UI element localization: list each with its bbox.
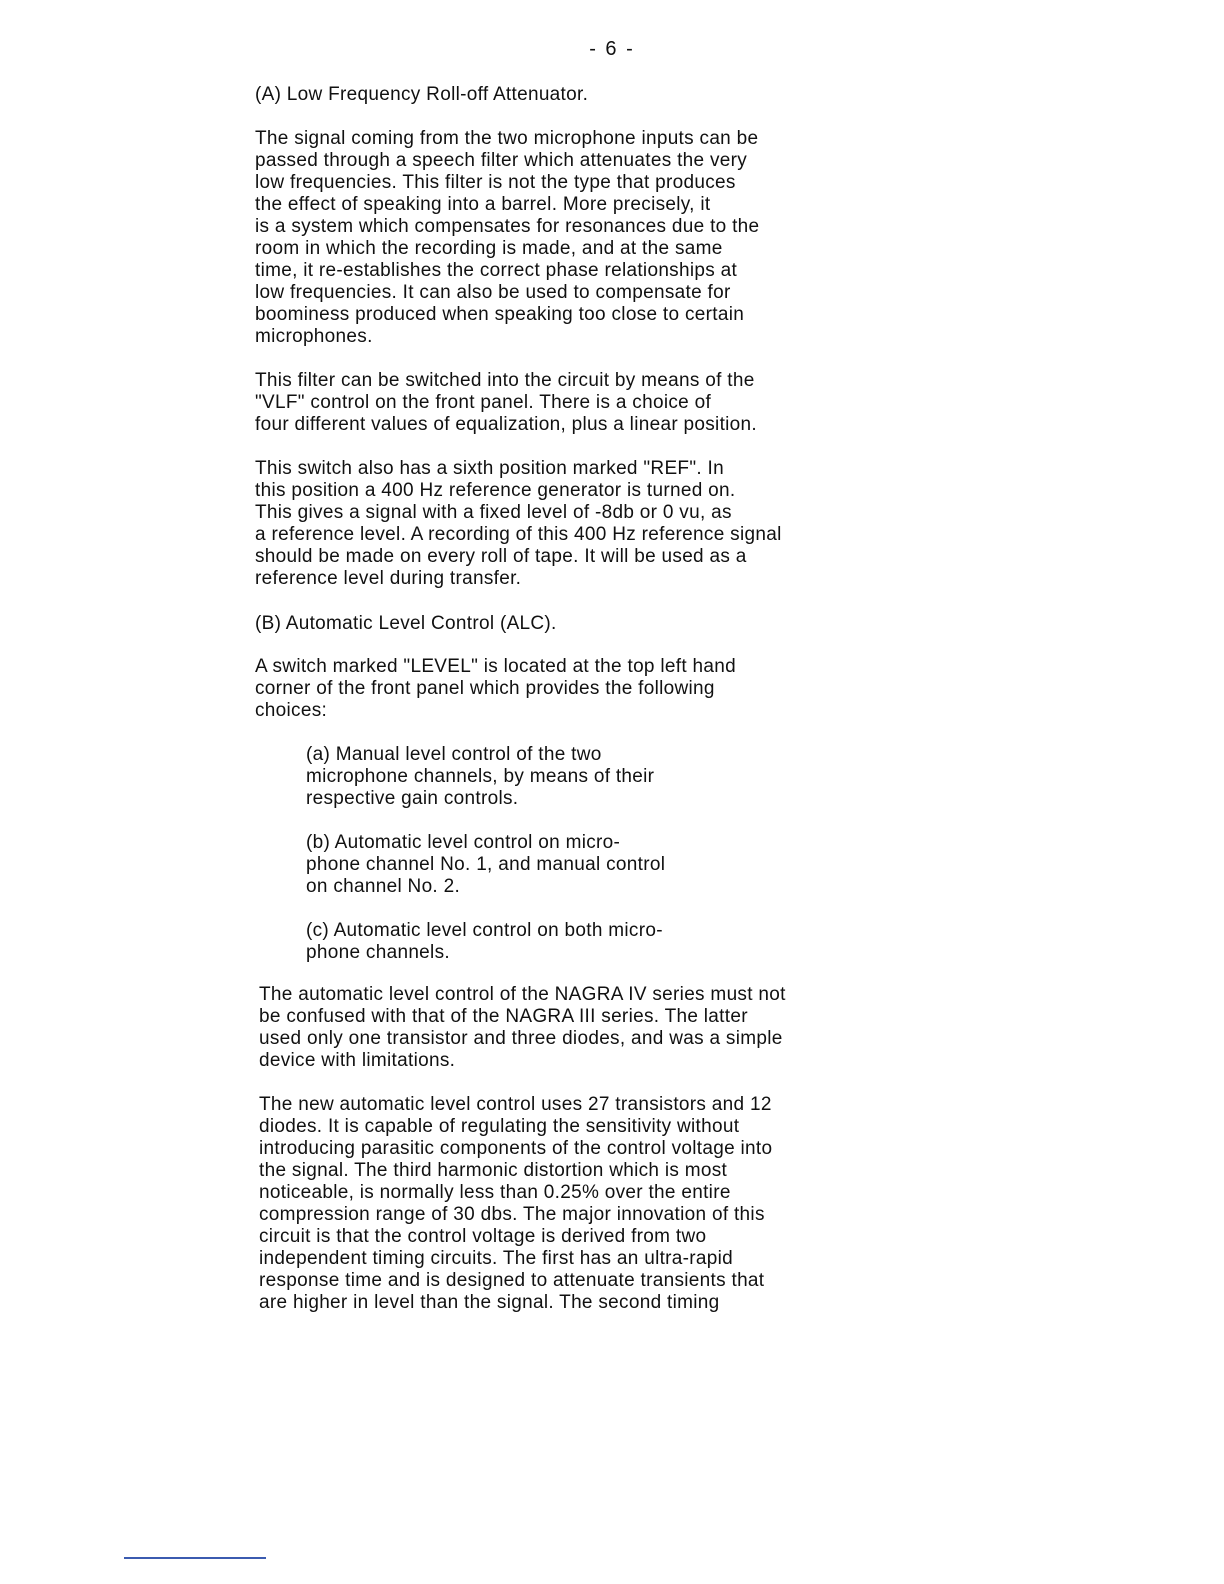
- footer-rule: [124, 1557, 266, 1559]
- list-item-c: [306, 920, 663, 964]
- text-line: A switch marked "LEVEL" is located at the top left hand: [255, 656, 736, 677]
- text-line: should be made on every roll of tape. It will be used as a: [255, 546, 747, 567]
- heading-text: (B) Automatic Level Control (ALC).: [255, 613, 557, 634]
- text-line: low frequencies. This filter is not the type that produces: [255, 172, 736, 193]
- text-line: is a system which compensates for resonances due to the: [255, 216, 760, 237]
- text-line: room in which the recording is made, and at the same: [255, 238, 723, 259]
- text-line: a reference level. A recording of this 400 Hz reference signal: [255, 524, 782, 545]
- text-line: be confused with that of the NAGRA III series. The latter: [259, 1006, 748, 1027]
- text-line: The new automatic level control uses 27 transistors and 12: [259, 1094, 772, 1115]
- text-line: compression range of 30 dbs. The major innovation of this: [259, 1204, 765, 1225]
- text-line: introducing parasitic components of the control voltage into: [259, 1138, 773, 1159]
- section-heading-b: [255, 613, 557, 635]
- text-line: time, it re-establishes the correct phase relationships at: [255, 260, 738, 281]
- paragraph-roll-off: [255, 128, 759, 348]
- text-line: phone channel No. 1, and manual control: [306, 854, 666, 875]
- text-line: (b) Automatic level control on micro-: [306, 832, 621, 853]
- text-line: this position a 400 Hz reference generator is turned on.: [255, 480, 736, 501]
- text-line: (a) Manual level control of the two: [306, 744, 602, 765]
- text-line: This gives a signal with a fixed level of -8db or 0 vu, as: [255, 502, 732, 523]
- text-line: This filter can be switched into the circuit by means of the: [255, 370, 755, 391]
- text-line: corner of the front panel which provides the following: [255, 678, 715, 699]
- text-line: boominess produced when speaking too close to certain: [255, 304, 745, 325]
- text-line: used only one transistor and three diodes, and was a simple: [259, 1028, 783, 1049]
- text-line: The signal coming from the two microphone inputs can be: [255, 128, 759, 149]
- text-line: reference level during transfer.: [255, 568, 522, 589]
- text-line: diodes. It is capable of regulating the sensitivity without: [259, 1116, 740, 1137]
- paragraph-level-switch: [255, 656, 736, 722]
- text-line: independent timing circuits. The first has an ultra-rapid: [259, 1248, 734, 1269]
- text-line: response time and is designed to attenuate transients that: [259, 1270, 765, 1291]
- paragraph-new-alc: [259, 1094, 772, 1314]
- heading-text: (A) Low Frequency Roll-off Attenuator.: [255, 84, 589, 105]
- text-line: noticeable, is normally less than 0.25% over the entire: [259, 1182, 731, 1203]
- text-line: respective gain controls.: [306, 788, 519, 809]
- page-number: - 6 -: [589, 38, 635, 60]
- text-line: circuit is that the control voltage is derived from two: [259, 1226, 707, 1247]
- paragraph-ref-position: [255, 458, 782, 590]
- text-line: "VLF" control on the front panel. There is a choice of: [255, 392, 712, 413]
- text-line: choices:: [255, 700, 328, 721]
- text-line: phone channels.: [306, 942, 450, 963]
- paragraph-vlf-switch: [255, 370, 757, 436]
- text-line: (c) Automatic level control on both micro-: [306, 920, 663, 941]
- text-line: four different values of equalization, plus a linear position.: [255, 414, 757, 435]
- paragraph-nagra-comparison: [259, 984, 786, 1072]
- text-line: the effect of speaking into a barrel. More precisely, it: [255, 194, 711, 215]
- list-item-b: [306, 832, 665, 898]
- text-line: passed through a speech filter which attenuates the very: [255, 150, 748, 171]
- text-line: low frequencies. It can also be used to compensate for: [255, 282, 731, 303]
- text-line: device with limitations.: [259, 1050, 456, 1071]
- text-line: microphone channels, by means of their: [306, 766, 655, 787]
- section-heading-a: [255, 84, 588, 106]
- text-line: are higher in level than the signal. The second timing: [259, 1292, 720, 1313]
- text-line: on channel No. 2.: [306, 876, 461, 897]
- list-item-a: [306, 744, 654, 810]
- text-line: The automatic level control of the NAGRA IV series must not: [259, 984, 786, 1005]
- text-line: microphones.: [255, 326, 373, 347]
- text-line: This switch also has a sixth position marked "REF". In: [255, 458, 724, 479]
- text-line: the signal. The third harmonic distortion which is most: [259, 1160, 728, 1181]
